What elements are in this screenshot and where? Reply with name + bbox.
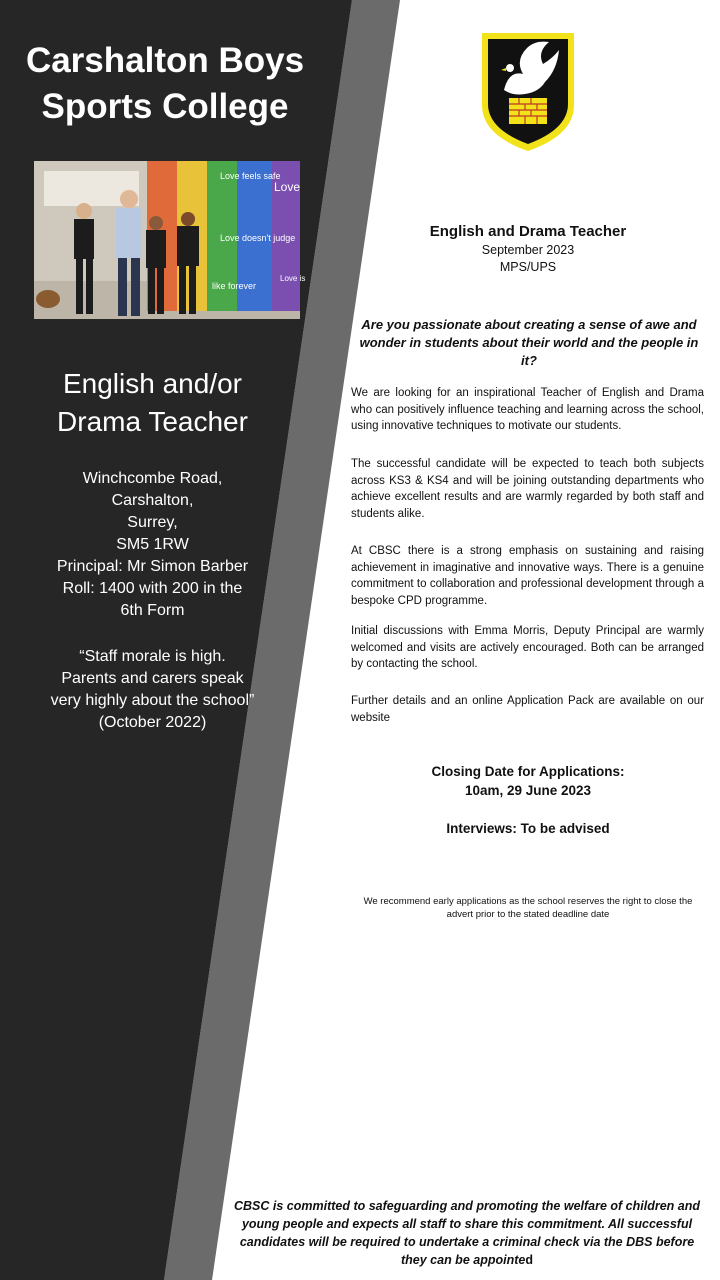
body-paragraph: The successful candidate will be expected to teach both subjects across KS3 & KS4 and will be joining outstanding departments who achieve excellent results and are warmly regarded by both staff and students alike.	[351, 458, 704, 520]
school-details	[40, 468, 265, 622]
wall-text-3: Love doesn't judge	[220, 233, 296, 243]
roll-line: Roll: 1400 with 200 in the	[62, 580, 243, 597]
roll-line: 6th Form	[120, 602, 185, 619]
job-start-date: September 2023	[481, 243, 575, 257]
interviews-note: Interviews: To be advised	[446, 821, 610, 836]
closing-date: Closing Date for Applications: 10am, 29 June 2023	[431, 764, 625, 798]
tagline-part1: Are you passionate about	[361, 317, 524, 332]
wall-text-4: like forever	[212, 281, 257, 291]
safeguarding-statement: CBSC is committed to safeguarding and promoting the welfare of children and young people and expects all staff to share this commitment. All successful candidates will be required to undertake a criminal check via the DBS before they can be appointed	[233, 1199, 700, 1267]
address-line: Surrey,	[127, 514, 178, 531]
wall-text-2: Love	[274, 180, 301, 194]
school-name: Carshalton Boys Sports College	[25, 41, 305, 126]
principal-line: Principal: Mr Simon Barber	[56, 558, 249, 575]
job-title: English and Drama Teacher	[429, 223, 627, 240]
body-paragraph: Initial discussions with Emma Morris, Deputy Principal are warmly welcomed and visits are actively encouraged. Both can be arranged by contacting the school.	[351, 625, 704, 670]
tagline-part2: creating a sense of awe and wonder in students about their world and the people in it?	[359, 317, 699, 368]
body-paragraph: We are looking for an inspirational Teacher of English and Drama who can positively influence teaching and learning across the school, using innovative techniques to motivate our students.	[351, 387, 704, 432]
school-photo	[34, 161, 306, 319]
early-application-note: We recommend early applications as the school reserves the right to close the advert prior to the stated deadline date	[363, 896, 693, 920]
ofsted-quote: “Staff morale is high. Parents and carers speak very highly about the school” (October 2022)	[50, 648, 255, 731]
school-crest-swan-icon	[479, 30, 577, 154]
address-line: SM5 1RW	[116, 536, 189, 553]
wall-text-1: Love feels safe	[220, 171, 281, 181]
school-staff-students-photo-icon	[34, 161, 306, 319]
body-paragraph: At CBSC there is a strong emphasis on sustaining and raising achievement in imaginative and innovative ways. There is a genuine commitment to collaboration and professional development through a bespoke CPD programme.	[351, 545, 704, 607]
left-role-title: English and/or Drama Teacher	[57, 368, 248, 437]
wall-text-5: Love is	[280, 274, 306, 283]
body-paragraph: Further details and an online Application Pack are available on our website	[351, 695, 704, 724]
job-heading	[352, 222, 704, 276]
address-line: Winchcombe Road,	[82, 470, 223, 487]
tagline	[350, 316, 708, 370]
job-pay-scale: MPS/UPS	[499, 260, 557, 274]
address-line: Carshalton,	[111, 492, 194, 509]
